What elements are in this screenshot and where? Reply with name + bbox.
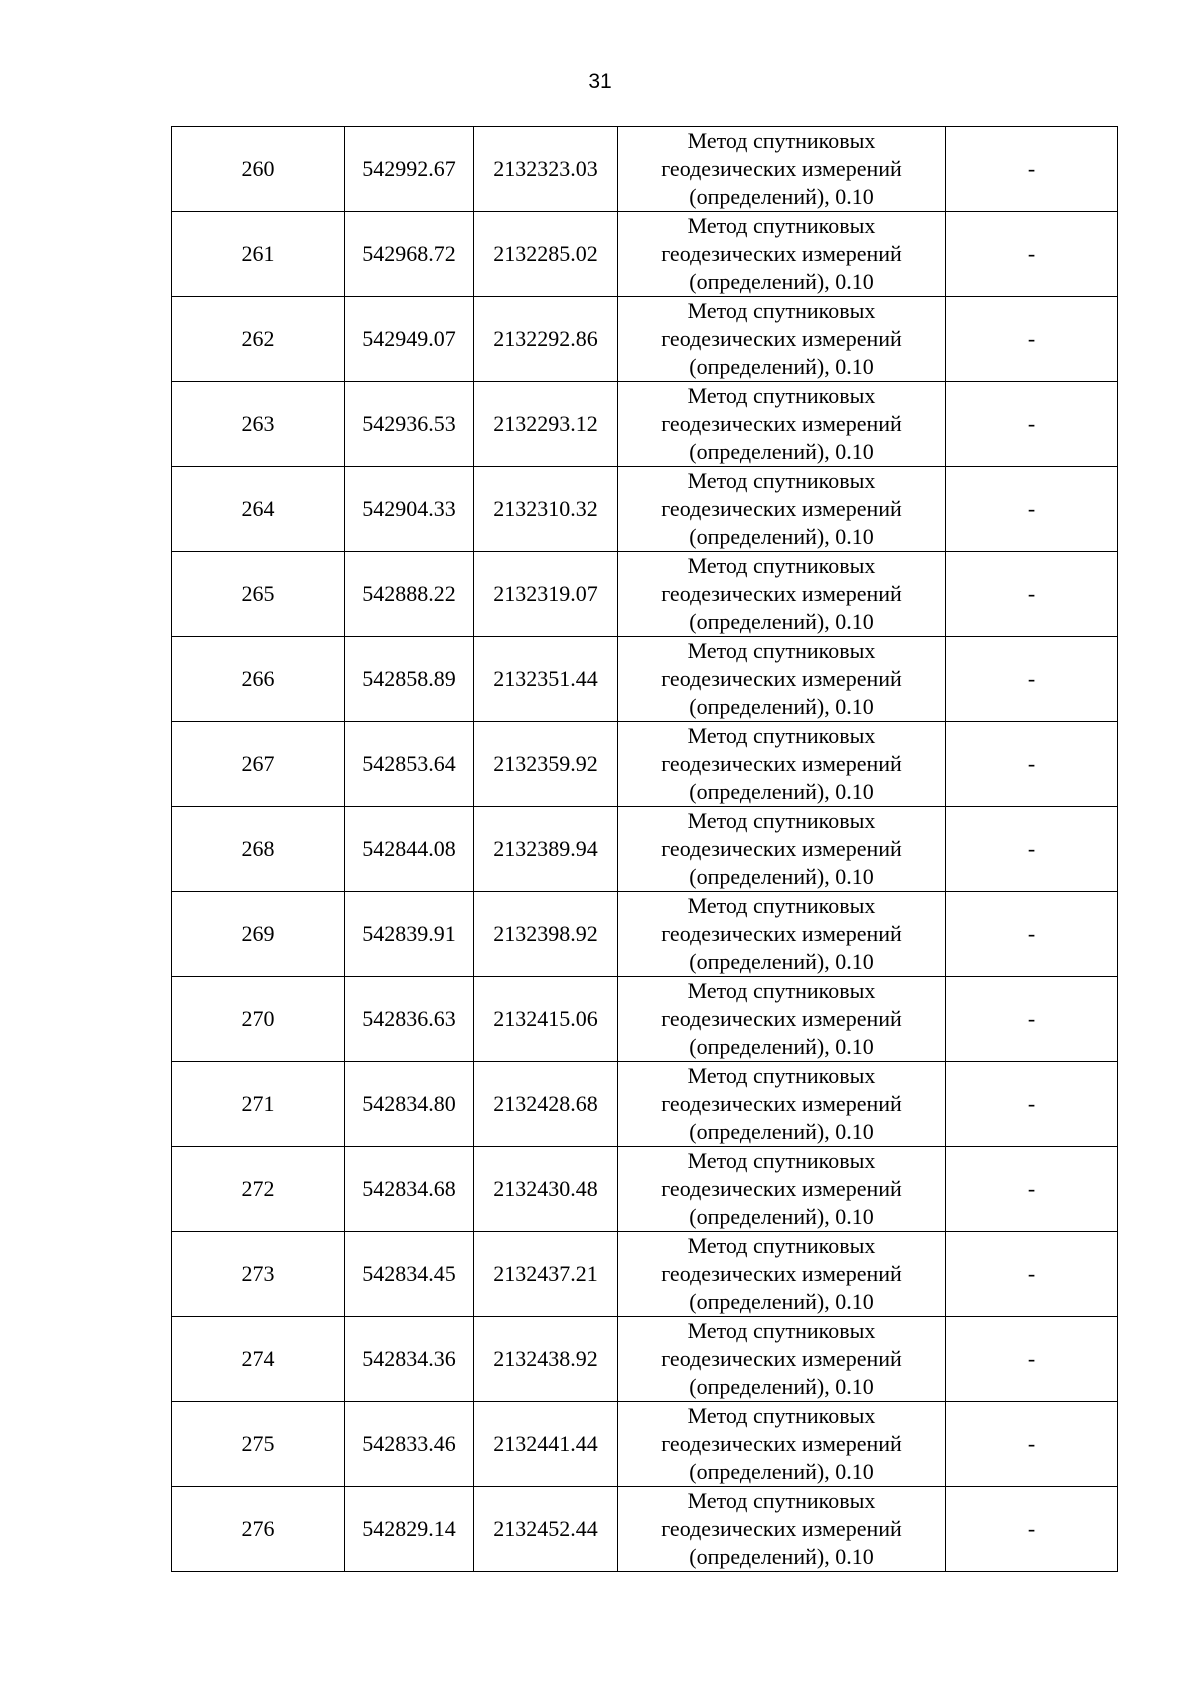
- method-line: Метод спутниковых: [687, 1148, 876, 1173]
- y-coordinate-cell: 2132292.86: [474, 297, 618, 382]
- coordinates-table-body: [172, 127, 1118, 1572]
- x-coordinate-cell: 542904.33: [345, 467, 474, 552]
- x-coordinate-cell: 542836.63: [345, 977, 474, 1062]
- note-cell: -: [946, 212, 1118, 297]
- method-line: геодезических измерений: [661, 1261, 902, 1286]
- coordinates-table: [171, 126, 1118, 1572]
- x-coordinate-cell: 542833.46: [345, 1402, 474, 1487]
- x-coordinate-cell: 542858.89: [345, 637, 474, 722]
- table-row: [172, 977, 1118, 1062]
- method-cell: [618, 807, 946, 892]
- method-line: геодезических измерений: [661, 1431, 902, 1456]
- method-line: (определений), 0.10: [689, 1119, 874, 1144]
- method-line: (определений), 0.10: [689, 609, 874, 634]
- method-line: Метод спутниковых: [687, 468, 876, 493]
- point-number-cell: 276: [172, 1487, 345, 1572]
- x-coordinate-cell: 542834.68: [345, 1147, 474, 1232]
- table-row: [172, 1402, 1118, 1487]
- table-row: [172, 297, 1118, 382]
- note-cell: -: [946, 1317, 1118, 1402]
- table-row: [172, 552, 1118, 637]
- table-row: [172, 467, 1118, 552]
- point-number-cell: 274: [172, 1317, 345, 1402]
- method-cell: [618, 637, 946, 722]
- method-line: геодезических измерений: [661, 666, 902, 691]
- method-line: Метод спутниковых: [687, 978, 876, 1003]
- method-line: (определений), 0.10: [689, 1374, 874, 1399]
- method-line: (определений), 0.10: [689, 1034, 874, 1059]
- method-line: Метод спутниковых: [687, 723, 876, 748]
- table-row: [172, 382, 1118, 467]
- method-line: Метод спутниковых: [687, 383, 876, 408]
- note-cell: -: [946, 1062, 1118, 1147]
- method-line: (определений), 0.10: [689, 1289, 874, 1314]
- method-line: Метод спутниковых: [687, 298, 876, 323]
- y-coordinate-cell: 2132438.92: [474, 1317, 618, 1402]
- method-line: геодезических измерений: [661, 1006, 902, 1031]
- method-cell: [618, 722, 946, 807]
- method-line: геодезических измерений: [661, 836, 902, 861]
- point-number-cell: 266: [172, 637, 345, 722]
- point-number-cell: 261: [172, 212, 345, 297]
- table-row: [172, 637, 1118, 722]
- x-coordinate-cell: 542949.07: [345, 297, 474, 382]
- method-line: Метод спутниковых: [687, 553, 876, 578]
- method-line: (определений), 0.10: [689, 354, 874, 379]
- method-cell: [618, 382, 946, 467]
- point-number-cell: 267: [172, 722, 345, 807]
- method-line: Метод спутниковых: [687, 1488, 876, 1513]
- method-line: геодезических измерений: [661, 496, 902, 521]
- point-number-cell: 268: [172, 807, 345, 892]
- point-number-cell: 270: [172, 977, 345, 1062]
- note-cell: -: [946, 1402, 1118, 1487]
- y-coordinate-cell: 2132398.92: [474, 892, 618, 977]
- method-line: Метод спутниковых: [687, 808, 876, 833]
- y-coordinate-cell: 2132428.68: [474, 1062, 618, 1147]
- method-line: (определений), 0.10: [689, 949, 874, 974]
- method-cell: [618, 467, 946, 552]
- method-line: (определений), 0.10: [689, 269, 874, 294]
- note-cell: -: [946, 552, 1118, 637]
- method-cell: [618, 212, 946, 297]
- point-number-cell: 271: [172, 1062, 345, 1147]
- y-coordinate-cell: 2132359.92: [474, 722, 618, 807]
- method-line: (определений), 0.10: [689, 864, 874, 889]
- table-row: [172, 892, 1118, 977]
- point-number-cell: 260: [172, 127, 345, 212]
- y-coordinate-cell: 2132323.03: [474, 127, 618, 212]
- note-cell: -: [946, 1487, 1118, 1572]
- method-line: Метод спутниковых: [687, 893, 876, 918]
- method-line: геодезических измерений: [661, 241, 902, 266]
- table-row: [172, 127, 1118, 212]
- note-cell: -: [946, 722, 1118, 807]
- point-number-cell: 264: [172, 467, 345, 552]
- method-cell: [618, 1147, 946, 1232]
- table-row: [172, 212, 1118, 297]
- x-coordinate-cell: 542888.22: [345, 552, 474, 637]
- y-coordinate-cell: 2132351.44: [474, 637, 618, 722]
- note-cell: -: [946, 977, 1118, 1062]
- method-line: (определений), 0.10: [689, 694, 874, 719]
- method-line: геодезических измерений: [661, 751, 902, 776]
- method-line: геодезических измерений: [661, 1176, 902, 1201]
- y-coordinate-cell: 2132441.44: [474, 1402, 618, 1487]
- note-cell: -: [946, 807, 1118, 892]
- x-coordinate-cell: 542936.53: [345, 382, 474, 467]
- method-cell: [618, 127, 946, 212]
- method-line: Метод спутниковых: [687, 1403, 876, 1428]
- method-line: Метод спутниковых: [687, 638, 876, 663]
- note-cell: -: [946, 127, 1118, 212]
- note-cell: -: [946, 1147, 1118, 1232]
- y-coordinate-cell: 2132430.48: [474, 1147, 618, 1232]
- note-cell: -: [946, 892, 1118, 977]
- method-cell: [618, 977, 946, 1062]
- method-line: (определений), 0.10: [689, 184, 874, 209]
- x-coordinate-cell: 542834.36: [345, 1317, 474, 1402]
- method-cell: [618, 892, 946, 977]
- method-cell: [618, 1062, 946, 1147]
- method-line: Метод спутниковых: [687, 128, 876, 153]
- note-cell: -: [946, 637, 1118, 722]
- table-row: [172, 722, 1118, 807]
- x-coordinate-cell: 542853.64: [345, 722, 474, 807]
- y-coordinate-cell: 2132310.32: [474, 467, 618, 552]
- method-line: (определений), 0.10: [689, 779, 874, 804]
- y-coordinate-cell: 2132452.44: [474, 1487, 618, 1572]
- x-coordinate-cell: 542834.80: [345, 1062, 474, 1147]
- method-line: геодезических измерений: [661, 581, 902, 606]
- method-line: Метод спутниковых: [687, 213, 876, 238]
- method-line: геодезических измерений: [661, 1091, 902, 1116]
- y-coordinate-cell: 2132285.02: [474, 212, 618, 297]
- point-number-cell: 275: [172, 1402, 345, 1487]
- x-coordinate-cell: 542992.67: [345, 127, 474, 212]
- y-coordinate-cell: 2132293.12: [474, 382, 618, 467]
- point-number-cell: 265: [172, 552, 345, 637]
- y-coordinate-cell: 2132437.21: [474, 1232, 618, 1317]
- method-cell: [618, 1402, 946, 1487]
- table-row: [172, 1487, 1118, 1572]
- y-coordinate-cell: 2132319.07: [474, 552, 618, 637]
- table-row: [172, 1317, 1118, 1402]
- x-coordinate-cell: 542968.72: [345, 212, 474, 297]
- method-line: Метод спутниковых: [687, 1233, 876, 1258]
- point-number-cell: 269: [172, 892, 345, 977]
- y-coordinate-cell: 2132415.06: [474, 977, 618, 1062]
- method-line: геодезических измерений: [661, 326, 902, 351]
- note-cell: -: [946, 297, 1118, 382]
- method-line: Метод спутниковых: [687, 1318, 876, 1343]
- table-row: [172, 1147, 1118, 1232]
- table-row: [172, 1062, 1118, 1147]
- method-cell: [618, 297, 946, 382]
- page-number: 31: [588, 70, 612, 93]
- method-line: геодезических измерений: [661, 1346, 902, 1371]
- method-line: (определений), 0.10: [689, 1459, 874, 1484]
- point-number-cell: 272: [172, 1147, 345, 1232]
- x-coordinate-cell: 542844.08: [345, 807, 474, 892]
- point-number-cell: 273: [172, 1232, 345, 1317]
- point-number-cell: 262: [172, 297, 345, 382]
- x-coordinate-cell: 542829.14: [345, 1487, 474, 1572]
- note-cell: -: [946, 1232, 1118, 1317]
- y-coordinate-cell: 2132389.94: [474, 807, 618, 892]
- point-number-cell: 263: [172, 382, 345, 467]
- method-line: геодезических измерений: [661, 156, 902, 181]
- table-row: [172, 1232, 1118, 1317]
- method-line: Метод спутниковых: [687, 1063, 876, 1088]
- method-line: геодезических измерений: [661, 1516, 902, 1541]
- method-line: (определений), 0.10: [689, 439, 874, 464]
- method-cell: [618, 1232, 946, 1317]
- method-cell: [618, 552, 946, 637]
- method-line: геодезических измерений: [661, 411, 902, 436]
- x-coordinate-cell: 542839.91: [345, 892, 474, 977]
- method-cell: [618, 1487, 946, 1572]
- table-row: [172, 807, 1118, 892]
- note-cell: -: [946, 467, 1118, 552]
- method-cell: [618, 1317, 946, 1402]
- method-line: геодезических измерений: [661, 921, 902, 946]
- method-line: (определений), 0.10: [689, 1204, 874, 1229]
- note-cell: -: [946, 382, 1118, 467]
- method-line: (определений), 0.10: [689, 524, 874, 549]
- method-line: (определений), 0.10: [689, 1544, 874, 1569]
- x-coordinate-cell: 542834.45: [345, 1232, 474, 1317]
